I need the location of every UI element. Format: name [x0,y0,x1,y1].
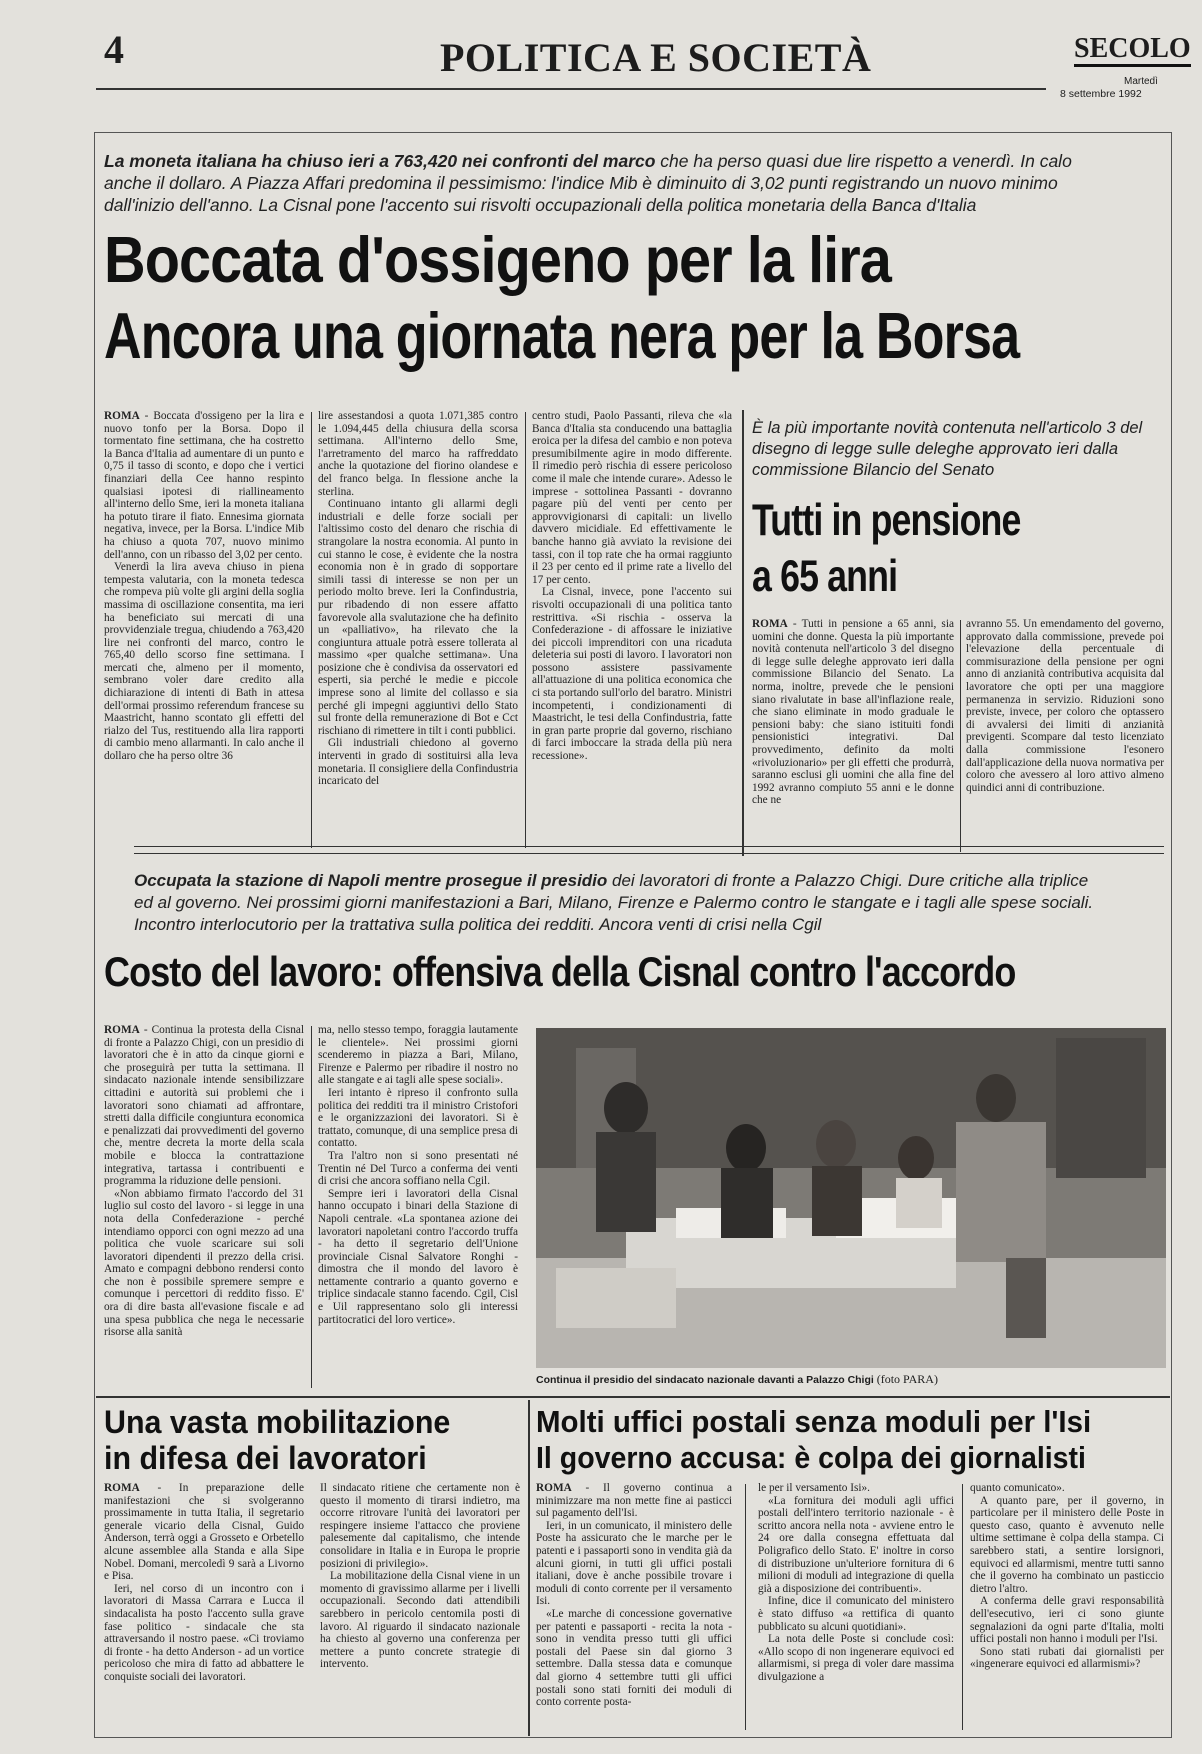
postal-col3-p3: A conferma delle gravi responsabilità dell'esecutivo, ieri ci sono giunte segnalazioni da ogni parte d'Italia, molti uffici postali non hanno i moduli per l'Isi. [970,1595,1164,1646]
mobilization-column-1 [104,1482,304,1732]
lead-col1-p1: - Boccata d'ossigeno per la lira e nuovo tonfo per la Borsa. Dopo il tormentato fine settimana, che ha costretto la Banca d'Italia ad aumentare di un punto e 0,75 il tasso di sconto, e dopo che i vertici finanziari della Cee hanno respinto qualsiasi ipotesi di riallineamento all'interno dello Sme, ieri la moneta italiana ha potuto tirare il fiato. Ennesima giornata negativa, invece, per la Borsa. L'indice Mib ha chiuso a quota 707, nuovo minimo dell'anno, con un ribasso del 3,02 per cento. [104,410,304,561]
lead-headline-1: Boccata d'ossigeno per la lira [104,225,891,297]
header-rule [96,88,1046,90]
cisnal-column-1 [104,1024,304,1390]
cisnal-column-rule [311,1026,312,1388]
mobilization-col2-p1: Il sindacato ritiene che certamente non è questo il momento di tirarsi indietro, ma occorre ritrovare l'unità dei lavoratori per respingere insieme l'attacco che proviene palesemente dal capitalismo, che intende consolidare in Italia e in Europa le proprie posizioni di privilegio». [320,1482,520,1570]
photo-credit: (foto PARA) [876,1372,938,1386]
cisnal-kicker [134,870,1094,936]
pension-kicker: È la più importante novità contenuta nell'articolo 3 del disegno di legge sulle deleghe approvato ieri dalla commissione Bilancio del Senato [752,419,1143,479]
photo-caption: Continua il presidio del sindacato nazionale davanti a Palazzo Chigi [536,1374,874,1386]
postal-col3-p4: Sono stati rubati dai giornalisti per «ingenerare equivoci ed allarmismi»? [970,1645,1164,1671]
lead-col1-p2: Venerdì la lira aveva chiuso in piena tempesta valutaria, con la moneta tedesca che rompeva più volte gli argini della soglia massima di oscillazione consentita, ma ieri ha beneficiato sui mercati di una provvidenziale tregua, chiudendo a 763,420 lire nei confronti del marco, contro le 765,40 dello scorso fine settimana. I mercati che, almeno per il momento, sembrano voler dare credito alla dichiarazione di intenti di Bath in attesa dell'ormai prossimo referendum francese su Maastricht, hanno scontato gli effetti del rialzo del Tus, restituendo alla lira rapporti di cambio meno allarmanti. In calo anche il dollaro che ha perso oltre 36 [104,561,304,763]
protest-photo-illustration [536,1028,1166,1368]
cisnal-column-2 [318,1024,518,1390]
postal-dateline: ROMA [536,1482,572,1494]
cisnal-col2-p2: Ieri intanto è ripreso il confronto sulla politica dei redditi tra il ministro Cristofori e le organizzazioni dei lavoratori. Si è trattato, comunque, di una semplice presa di contatto. [318,1086,518,1150]
pension-headline-2: a 65 anni [752,551,898,601]
pension-headline-1: Tutti in pensione [752,495,1021,545]
postal-col3-p1: quanto comunicato». [970,1482,1065,1494]
cisnal-kicker-text: dei lavoratori di fronte a Palazzo Chigi. Dure critiche alla triplice ed al governo. Nei prossimi giorni manifestazioni a Bari, Milano, Firenze e Palermo contro le stangate e i tagli alle spese sociali. Incontro interlocutorio per la trattativa sulla politica dei redditi. Ancora venti di crisi nella Cgil [134,871,1094,934]
pension-column-rule [960,620,961,852]
section-title: POLITICA E SOCIETÀ [440,35,872,80]
mobilization-col2-p2: La mobilitazione della Cisnal viene in un momento di gravissimo allarme per i livelli occupazionali. Secondo dati attendibili sarebbero in pericolo centomila posti di lavoro. Al riguardo il sindacato nazionale ha chiesto al governo una conferenza per mettere a punto concrete strategie di intervento. [320,1570,520,1671]
postal-col1-p2: Ieri, in un comunicato, il ministero delle Poste ha assicurato che le marche per le patenti e i passaporti sono in vendita già da alcuni giorni, in tutti gli uffici postali italiani, dove è anche possibile trovare i moduli di conto corrente per il versamento Isi. [536,1519,732,1608]
mobilization-column-2 [320,1482,520,1732]
postal-column-1 [536,1482,732,1732]
postal-column-3 [970,1482,1164,1732]
lead-kicker-text: che ha perso quasi due lire rispetto a venerdì. In calo anche il dollaro. A Piazza Affari predomina il pessimismo: l'indice Mib è diminuito di 3,02 punti registrando un nuovo minimo dall'inizio dell'anno. La Cisnal pone l'accento sui risvolti occupazionali della politica monetaria della Banca d'Italia [104,151,1072,215]
lead-kicker [104,150,1084,216]
header-day: Martedì [1124,76,1158,87]
cisnal-dateline: ROMA [104,1024,140,1036]
postal-col2-p3: Infine, dice il comunicato del ministero è stato diffuso «a rettifica di quanto pubblicato su alcuni quotidiani». [758,1595,954,1633]
cisnal-col2-p3: Tra l'altro non si sono presentati né Trentin né Del Turco a conferma dei venti di crisi che ancora soffiano nella Cgil. [318,1149,518,1188]
cisnal-col1-p2: «Non abbiamo firmato l'accordo del 31 luglio sul costo del lavoro - si legge in una nota della Confederazione - perché intendiamo opporci con ogni mezzo ad una politica che vuole scaricare sui soli lavoratori dipendenti il prezzo della crisi. Amato e compagni debbono rendersi conto che non è possibile spremere sempre e comunque i percettori di reddito fisso. E' ora di dire basta all'evasione fiscale e ad una spesa pubblica che nega le necessarie risorse alla sanità [104,1187,304,1339]
lead-col2-p1: lire assestandosi a quota 1.071,385 contro le 1.094,445 della chiusura della scorsa settimana. All'interno dello Sme, l'arretramento del marco ha raffreddato anche la quotazione del fiorino olandese e del franco belga. In flessione anche la sterlina. [318,410,518,498]
bottom-middle-rule [528,1400,530,1736]
cisnal-col2-p1: ma, nello stesso tempo, foraggia lautamente le clientele». Nei prossimi giorni scenderemo in piazza a Bari, Milano, Firenze e Palermo per ribadire il nostro no alle stangate e ai tagli alle spese sociali». [318,1024,518,1087]
cisnal-kicker-bold: Occupata la stazione di Napoli mentre prosegue il presidio [134,871,608,890]
postal-col1-p3: «Le marche di concessione governative per patenti e passaporti - recita la nota - sono in vendita presso tutti gli uffici postali del Paese sin dal giorno 3 settembre. Dalla stessa data e comunque dal giorno 4 settembre tutti gli uffici postali sono stati forniti dei moduli di conto corrente posta- [536,1607,732,1709]
lead-column-2 [318,410,518,850]
bottom-section-rule [96,1396,1170,1398]
lead-col3-p2: La Cisnal, invece, pone l'accento sui risvolti occupazionali di una politica tanto restrittiva. «Si rischia - osserva la Confederazione - di affossare le iniziative dei piccoli imprenditori con una ricaduta deleteria sui posti di lavoro. I lavoratori non possono assistere passivamente all'attuazione di una politica economica che ci sta portando sull'orlo del baratro. Ministri incompetenti, i condizionamenti di Maastricht, le tesi della Confindustria, fatte in gran parte proprie dal governo, rischiano di farci imboccare la strada della più nera recessione». [532,586,732,763]
postal-col2-p2: «La fornitura dei moduli agli uffici postali dell'intero territorio nazionale - è scritto ancora nella nota - avviene entro le 24 ore dalla consegna effettuata dal Poligrafico dello Stato. E' inoltre in corso di distribuzione un'ulteriore fornitura di 6 milioni di moduli ad integrazione di quella già a disposizione dei contribuenti». [758,1494,954,1595]
lead-column-rule-1 [311,412,312,848]
lead-column-rule-2 [525,412,526,848]
pension-dateline: ROMA [752,618,788,630]
mobilization-headline-1: Una vasta mobilitazione [104,1404,451,1440]
section-divider-bottom [134,853,1164,854]
lead-column-1 [104,410,304,850]
mobilization-col1-p1: - In preparazione delle manifestazioni che si svolgeranno prossimamente in tutta Italia, il segretario generale vicario della Cisnal, Guido Anderson, terrà oggi a Grosseto e Orbetello alcune assemblee alla Standa e alla Sipe Nobel. Domani, mercoledì 9 sarà a Livorno e Pisa. [104,1482,304,1583]
lead-col2-p2: Continuano intanto gli allarmi degli industriali e delle forze sociali per l'altissimo costo del denaro che rischia di strangolare la nostra economia. Al punto in cui stanno le cose, è evidente che la nostra economia non è in grado di sopportare simili tassi di interesse se non per un periodo molto breve. Ieri la Confindustria, pur ribadendo di non essere affatto favorevole alla svalutazione che ha definito un «palliativo», ha rilevato che la congiuntura attuale potrà essere tollerata al massimo «per qualche settimana». Una posizione che è condivisa da osservatori ed esperti, sia perché le medie e piccole imprese sono al limite del collasso e sia perché gli impegni aggiuntivi dello Stato sul fronte della remunerazione di Bot e Cct rischiano di rimettere in tilt i conti pubblici. [318,498,518,737]
pension-col2-p1: avranno 55. Un emendamento del governo, approvato dalla commissione, prevede poi l'elevazione della percentuale di commisurazione della pensione per ogni anno di anzianità contributiva acquisita dal lavoratore che opti per una maggiore permanenza in servizio. Riduzioni sono previste, invece, per coloro che optassero di avvalersi dei limiti di anzianità previgenti. Scompare dal testo licenziato dalla commissione l'esonero dall'applicazione della nuova normativa per coloro che avessero al loro attivo almeno quindici anni di contribuzione. [966,618,1164,794]
lead-col2-p3: Gli industriali chiedono al governo interventi in grado di sostituirsi alla leva monetaria. Il consigliere della Confindustria incaricato del [318,737,518,788]
lead-dateline: ROMA [104,410,140,422]
postal-headline-2: Il governo accusa: è colpa dei giornalisti [536,1440,1086,1475]
mobilization-headline-2: in difesa dei lavoratori [104,1440,427,1476]
header-date: 8 settembre 1992 [1060,88,1142,100]
lead-kicker-bold: La moneta italiana ha chiuso ieri a 763,420 nei confronti del marco [104,151,656,171]
cisnal-col2-p4: Sempre ieri i lavoratori della Cisnal hanno occupato i binari della Stazione di Napoli centrale. «La spontanea azione dei lavoratori napoletani contro l'accordo truffa - ha detto il segretario dell'Unione provinciale Cisnal Salvatore Ronghi - dimostra che il mondo del lavoro è nettamente contrario a quanto governo e triplice sindacale stanno facendo. Cgil, Cisl e Uil rappresentano solo gli interessi partitocratici del loro vertice». [318,1187,518,1326]
photo-caption-line [536,1372,938,1387]
postal-col2-p4: La nota delle Poste si conclude così: «Allo scopo di non ingenerare equivoci ed allarmismi, si prega di voler dare massima divulgazione a [758,1633,954,1683]
postal-headline-1: Molti uffici postali senza moduli per l'Isi [536,1404,1092,1439]
lead-column-3 [532,410,732,850]
masthead-logo: SECOLO [1074,34,1191,67]
lead-headline-2: Ancora una giornata nera per la Borsa [104,301,1020,373]
mobilization-col1-p2: Ieri, nel corso di un incontro con i lavoratori di Massa Carrara e Lucca il sindacalista ha posto l'accento sulla grave fase politico - sindacale che sta attraversando il nostro paese. «Ci troviamo di fronte - ha detto Anderson - ad un vortice pericoloso che mira di fatto ad abbattere le conquiste sociali dei lavoratori. [104,1582,304,1683]
postal-col3-p2: A quanto pare, per il governo, in particolare per il ministero delle Poste in questo caso, quanto è avvenuto nelle ultime settimane è colpa della stampa. Ci sarebbero stati, a sentire lorsignori, equivoci ed allarmismi, mentre tutti sanno che il governo ha combinato un pasticcio dietro l'altro. [970,1494,1164,1595]
postal-col2-p1: le per il versamento Isi». [758,1482,870,1494]
cisnal-headline: Costo del lavoro: offensiva della Cisnal contro l'accordo [104,949,1016,996]
pension-col1-p1: - Tutti in pensione a 65 anni, sia uomini che donne. Questa la più importante novità contenuta nell'articolo 3 del disegno di legge sulle deleghe approvato ieri dalla commissione Bilancio del Senato. La norma, inoltre, prevede che le pensioni siano rivalutate in base all'inflazione reale, che siano eliminate in modo graduale le pensioni baby: che siano istituiti fondi pensionistici integrativi. Dal provvedimento, definito da molti «rivoluzionario» per gli effetti che produrrà, saranno esclusi gli uomini che alla fine del 1992 avranno compiuto 55 anni e le donne che ne [752,618,954,807]
lead-col3-p1: centro studi, Paolo Passanti, rileva che «la Banca d'Italia sta conducendo una battaglia eroica per la difesa del cambio e non poteva presumibilmente agire in modo differente. Il rimedio però rischia di essere pericoloso come il male che intende curare». Adesso le imprese - sottolinea Passanti - dovranno pagare più del venti per cento per approvvigionarsi di capitali: un livello davvero micidiale. Ed effettivamente le banche hanno già avviato la revisione dei tassi, con il top rate che ha ormai raggiunto il 23 per cento ed il prime rate a livello del 17 per cento. [532,410,732,586]
lead-column-rule-3 [742,410,744,856]
mobilization-dateline: ROMA [104,1482,140,1494]
postal-column-rule-2 [962,1484,963,1730]
section-divider-top [134,846,1164,847]
protest-photo [536,1028,1166,1368]
postal-column-rule-1 [745,1484,746,1730]
postal-col1-p1: - Il governo continua a minimizzare ma non mette fine ai pasticci sul pagamento dell'Isi. [536,1482,732,1520]
page-number: 4 [104,27,124,72]
postal-column-2 [758,1482,954,1732]
cisnal-col1-p1: - Continua la protesta della Cisnal di fronte a Palazzo Chigi, con un presidio di lavoratori che è in atto da cinque giorni e che proseguirà per tutta la settimana. Il sindacato nazionale intende sensibilizzare cittadini e autorità sui problemi che i lavoratori sono chiamati ad affrontare, stretti dalla difficile congiuntura economica e penalizzati dai provvedimenti del governo che, mentre decreta la morte della scala mobile e blocca la contrattazione integrativa, tartassa i contribuenti e programma la riduzione delle pensioni. [104,1024,304,1188]
pension-column-2 [966,618,1164,854]
pension-column-1 [752,618,954,854]
